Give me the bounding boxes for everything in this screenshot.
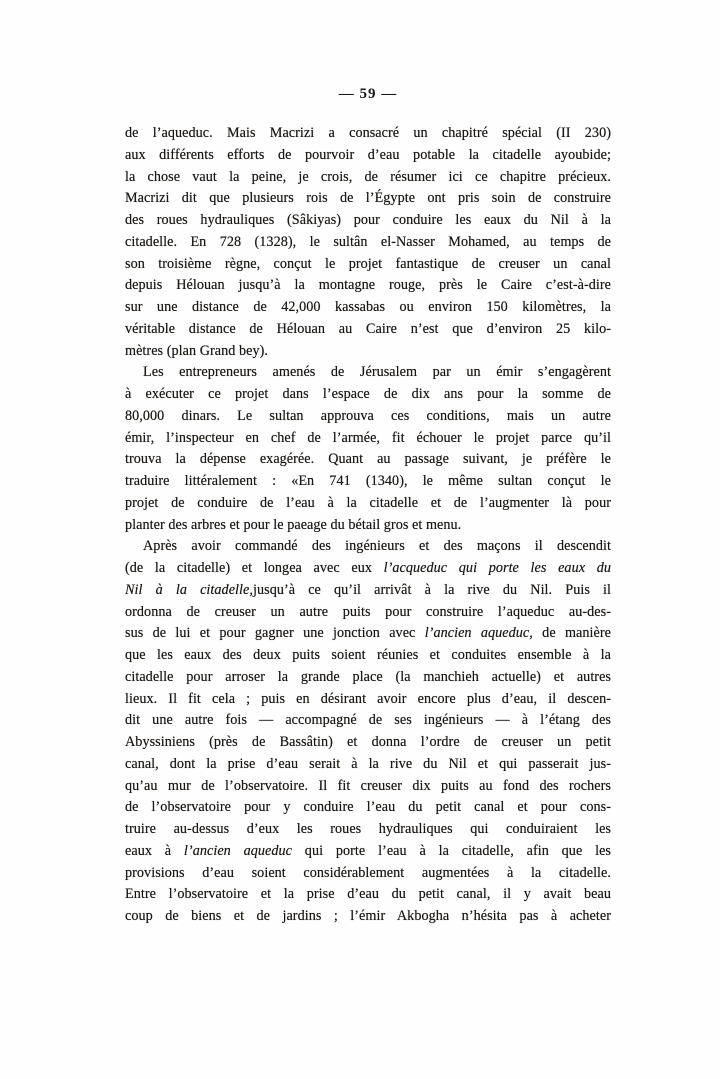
- text-line: [125, 645, 611, 667]
- text-segment: trouva la dépense exagérée. Quant au passage suivant, je préfère le: [125, 451, 611, 468]
- text-line: [125, 188, 611, 210]
- text-segment: sur une distance de 42,000 kassabas ou environ 150 kilomètres, la: [125, 299, 611, 315]
- text-line: [125, 841, 611, 863]
- text-line: [125, 863, 611, 885]
- text-line: [125, 297, 611, 319]
- text-line: [125, 145, 611, 167]
- text-segment: planter des arbres et pour le paeage du bétail gros et menu.: [125, 516, 462, 533]
- text-line: [125, 449, 611, 471]
- text-segment: qui porte l’eau à la citadelle, afin que les: [292, 842, 611, 859]
- text-line: [125, 428, 611, 450]
- text-line: [125, 515, 611, 537]
- text-line: [125, 493, 611, 515]
- text-segment: citadelle. En 728 (1328), le sultân el-Nasser Mohamed, au temps de: [125, 233, 611, 250]
- text-line: [125, 776, 611, 798]
- text-segment: 80,000 dinars. Le sultan approuva ces conditions, mais un autre: [125, 407, 611, 424]
- text-segment: des roues hydrauliques (Sâkiyas) pour conduire les eaux du Nil à la: [125, 212, 611, 228]
- text-line: [125, 167, 611, 189]
- italic-phrase: l’ancien aqueduc: [424, 625, 530, 642]
- text-segment: (de la citadelle) et longea avec eux: [125, 560, 384, 576]
- text-line: [125, 536, 611, 558]
- text-line: [125, 623, 611, 645]
- text-line: [125, 275, 611, 297]
- text-line: [125, 754, 611, 776]
- text-line: [125, 341, 611, 363]
- text-line: [125, 319, 611, 341]
- text-segment: de l’aqueduc. Mais Macrizi a consacré un chapitré spécial (II 230): [125, 125, 611, 141]
- text-line: [125, 406, 611, 428]
- text-segment: que les eaux des deux puits soient réunies et conduites ensemble à la: [125, 647, 611, 663]
- text-line: [125, 797, 611, 819]
- text-segment: eaux à: [125, 842, 184, 859]
- text-line: [125, 732, 611, 754]
- italic-phrase: l’acqueduc qui porte les eaux du: [383, 560, 611, 576]
- text-segment: de l’observatoire pour y conduire l’eau du petit canal et pour cons-: [125, 799, 611, 816]
- body-text: [125, 123, 611, 928]
- text-segment: truire au-dessus d’eux les roues hydrauliques qui conduiraient les: [125, 821, 611, 837]
- text-segment: Macrizi dit que plusieurs rois de l’Égypte ont pris soin de construire: [125, 190, 611, 207]
- text-segment: , de manière: [529, 625, 611, 642]
- text-segment: la chose vaut la peine, je crois, de résumer ici ce chapitre précieux.: [125, 168, 611, 185]
- text-segment: à exécuter ce projet dans l’espace de dix ans pour la somme de: [125, 386, 611, 402]
- text-segment: ordonna de creuser un autre puits pour construire l’aqueduc au-des-: [125, 603, 611, 620]
- text-segment: lieux. Il fit cela ; puis en désirant avoir encore plus d’eau, il descen-: [125, 690, 611, 707]
- text-segment: jusqu’à ce qu’il arrivât à la rive du Nil. Puis il: [252, 581, 611, 598]
- italic-phrase: l’ancien aqueduc: [183, 842, 293, 859]
- text-segment: traduire littéralement : «En 741 (1340), le même sultan conçut le: [125, 473, 611, 489]
- page-number: — 59 —: [338, 86, 398, 102]
- text-line: [125, 689, 611, 711]
- text-line: [125, 667, 611, 689]
- text-segment: sus de lui et pour gagner une jonction avec: [125, 625, 425, 642]
- text-line: [125, 710, 611, 732]
- text-segment: citadelle pour arroser la grande place (la manchieh actuelle) et autres: [125, 668, 611, 685]
- text-line: [125, 254, 611, 276]
- text-segment: émir, l’inspecteur en chef de l’armée, fit échouer le projet parce qu’il: [125, 429, 611, 446]
- text-segment: qu’au mur de l’observatoire. Il fit creuser dix puits au fond des rochers: [125, 777, 611, 794]
- text-segment: canal, dont la prise d’eau serait à la rive du Nil et qui passerait jus-: [125, 755, 611, 772]
- text-segment: coup de biens et de jardins ; l’émir Akbogha n’hésita pas à acheter: [125, 908, 611, 924]
- text-line: [125, 384, 611, 406]
- text-segment: Abyssiniens (près de Bassâtin) et donna l’ordre de creuser un petit: [125, 734, 611, 750]
- text-segment: Après avoir commandé des ingénieurs et des maçons il descendit: [143, 538, 611, 555]
- text-segment: depuis Hélouan jusqu’à la montagne rouge, près le Caire c’est-à-dire: [125, 277, 611, 294]
- text-segment: Les entrepreneurs amenés de Jérusalem par un émir s’engagèrent: [143, 364, 611, 381]
- text-segment: véritable distance de Hélouan au Caire n’est que d’environ 25 kilo-: [125, 320, 611, 337]
- text-segment: Entre l’observatoire et la prise d’eau du petit canal, il y avait beau: [125, 886, 611, 903]
- text-segment: son troisième règne, conçut le projet fantastique de creuser un canal: [125, 255, 611, 272]
- text-line: [125, 602, 611, 624]
- italic-phrase: Nil à la citadelle,: [125, 581, 253, 598]
- text-line: [125, 580, 611, 602]
- text-line: [125, 906, 611, 928]
- text-segment: provisions d’eau soient considérablement augmentées à la citadelle.: [125, 864, 611, 881]
- text-segment: aux différents efforts de pourvoir d’eau potable la citadelle ayoubide;: [125, 146, 611, 163]
- text-segment: projet de conduire de l’eau à la citadelle et de l’augmenter là pour: [125, 494, 611, 511]
- text-line: [125, 232, 611, 254]
- text-line: [125, 362, 611, 384]
- text-line: [125, 210, 611, 232]
- text-line: [125, 471, 611, 493]
- text-line: [125, 123, 611, 145]
- text-line: [125, 558, 611, 580]
- text-segment: dit une autre fois — accompagné de ses ingénieurs — à l’étang des: [125, 712, 611, 729]
- text-line: [125, 819, 611, 841]
- text-line: [125, 884, 611, 906]
- text-segment: mètres (plan Grand bey).: [125, 342, 269, 359]
